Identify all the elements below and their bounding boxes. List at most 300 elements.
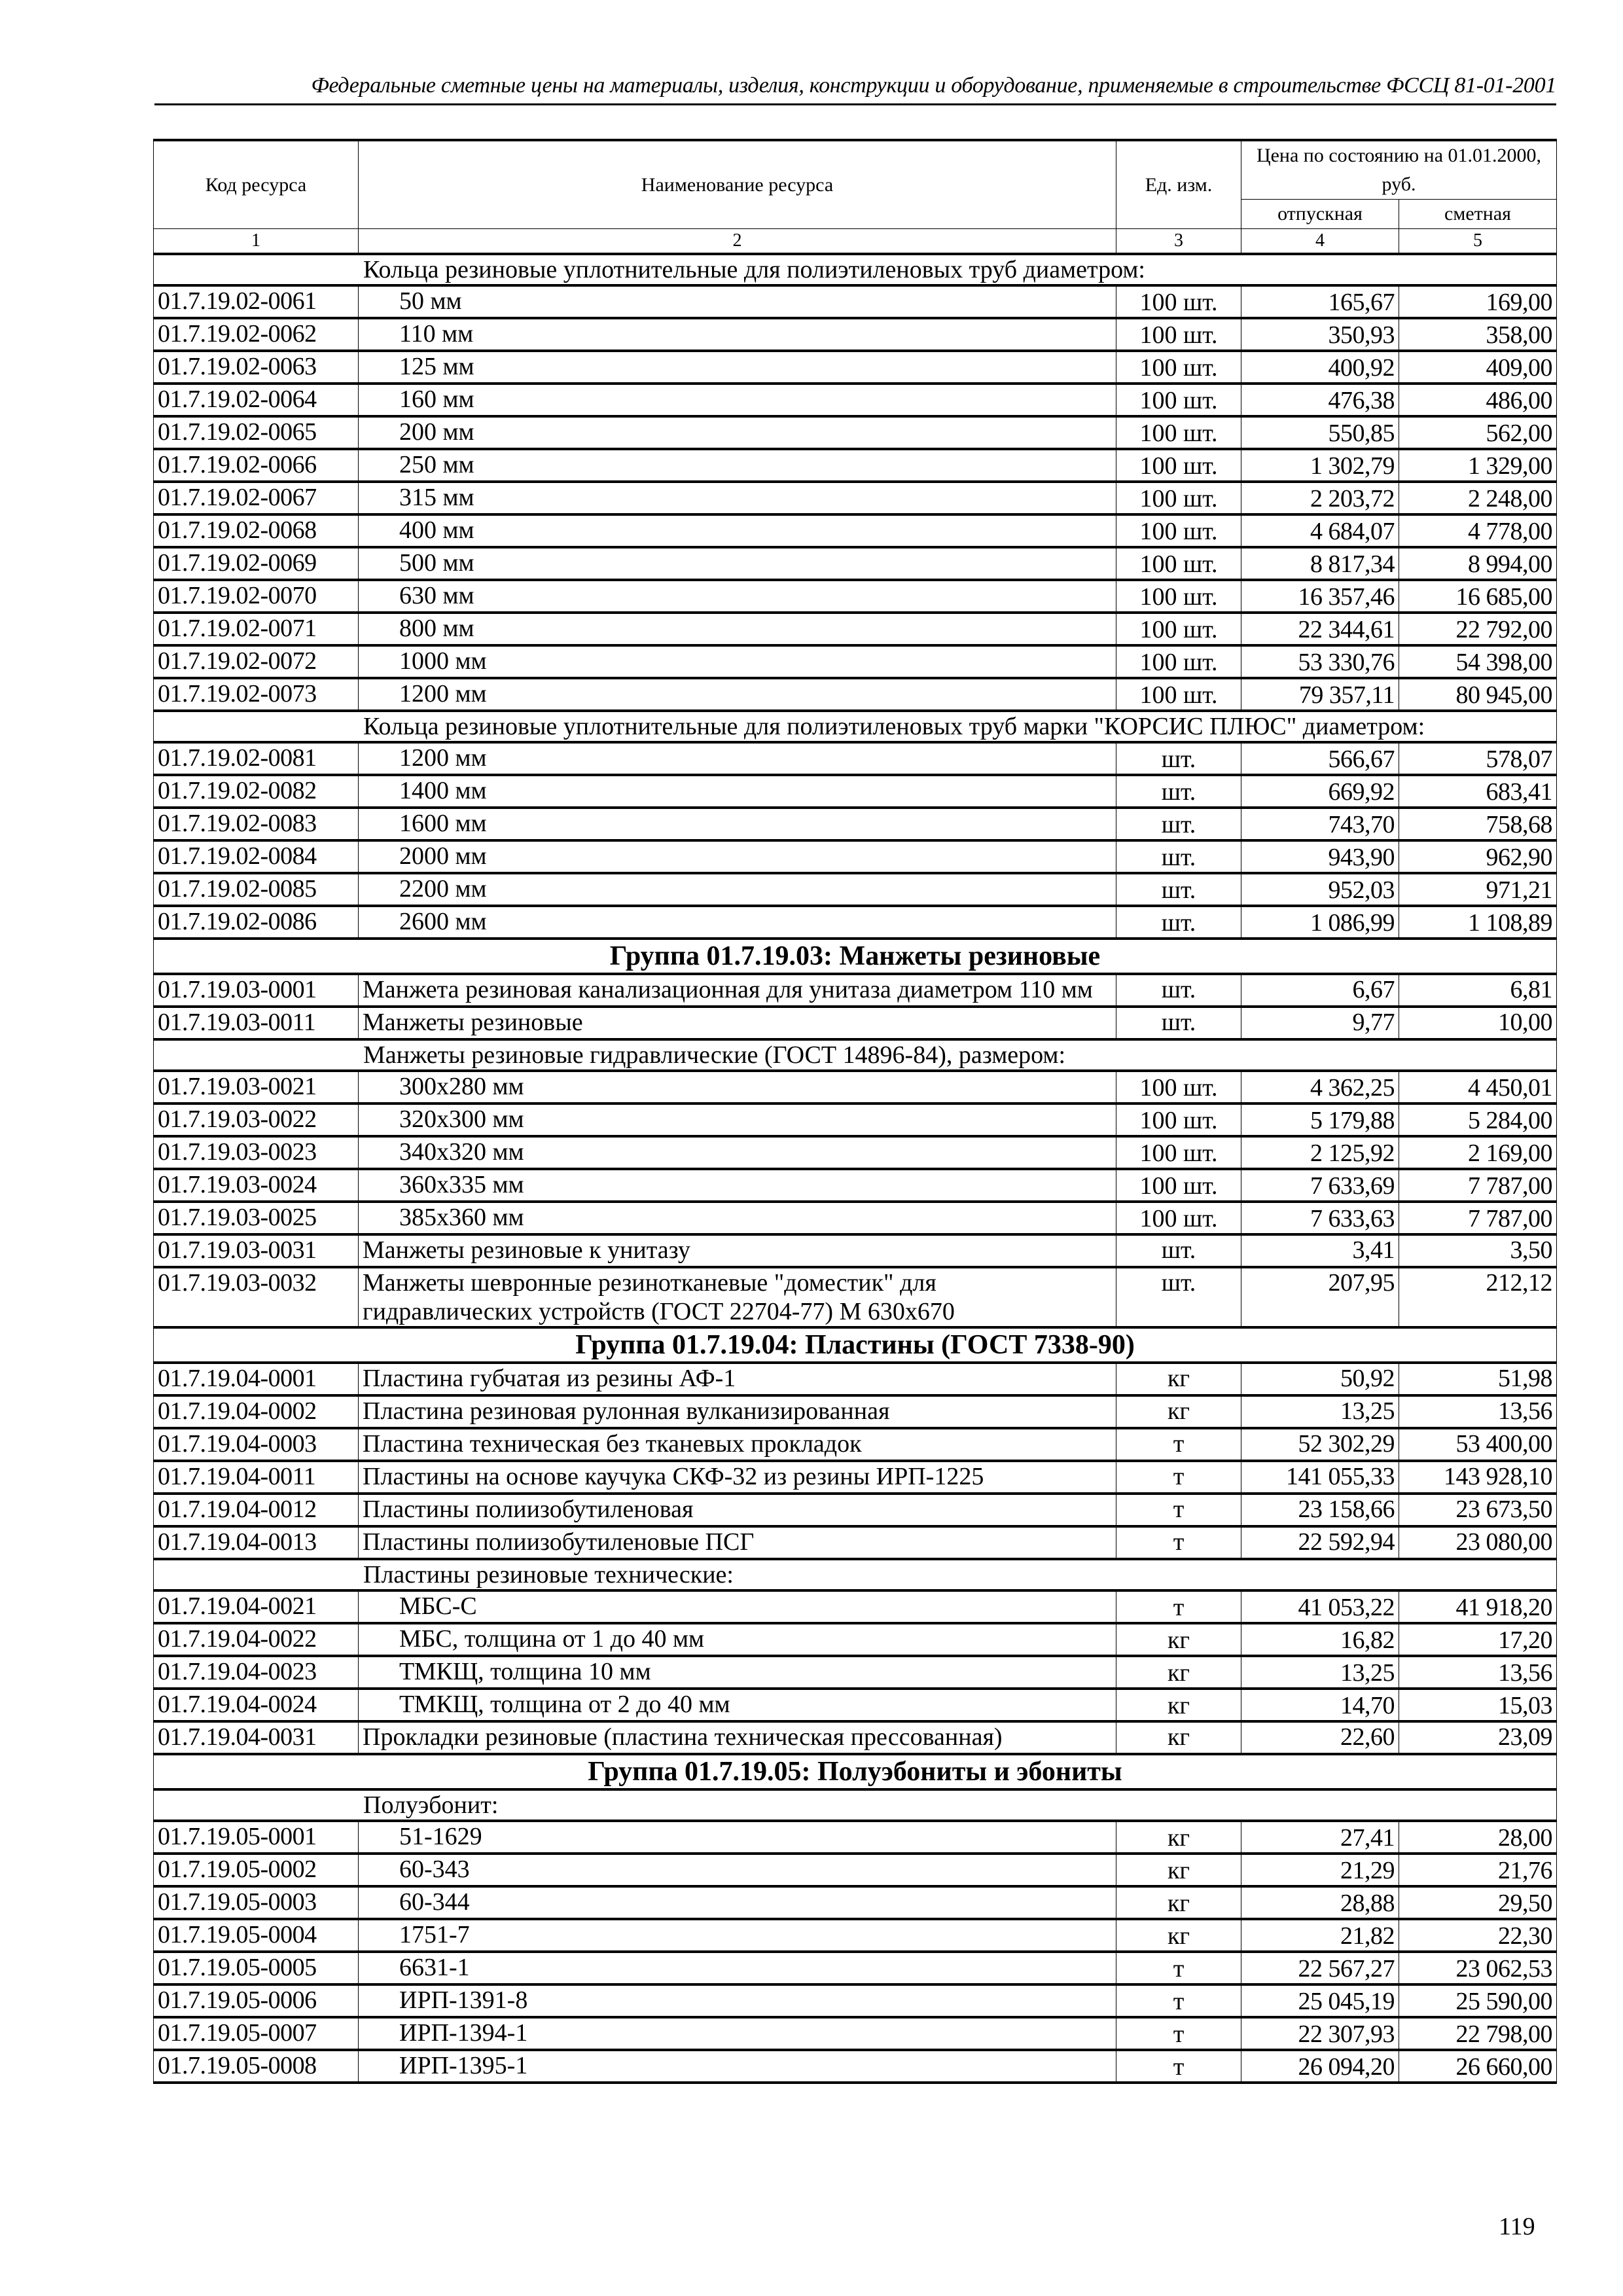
- resource-name: Пластины полиизобутиленовая: [359, 1494, 1116, 1526]
- header-price-estimate: сметная: [1399, 200, 1557, 229]
- unit-of-measure: 100 шт.: [1116, 1202, 1241, 1234]
- estimate-price: 8 994,00: [1399, 547, 1557, 580]
- resource-code: 01.7.19.03-0032: [154, 1267, 359, 1327]
- estimate-price: 22 792,00: [1399, 613, 1557, 645]
- table-row: [154, 416, 1557, 449]
- estimate-price: 7 787,00: [1399, 1202, 1557, 1234]
- release-price: 26 094,20: [1241, 2050, 1399, 2083]
- unit-of-measure: 100 шт.: [1116, 1103, 1241, 1136]
- unit-of-measure: т: [1116, 1984, 1241, 2017]
- resource-code: 01.7.19.04-0024: [154, 1689, 359, 1721]
- release-price: 28,88: [1241, 1886, 1399, 1919]
- estimate-price: 13,56: [1399, 1656, 1557, 1689]
- estimate-price: 1 329,00: [1399, 449, 1557, 482]
- unit-of-measure: кг: [1116, 1821, 1241, 1854]
- resource-code: 01.7.19.03-0011: [154, 1007, 359, 1039]
- release-price: 22 344,61: [1241, 613, 1399, 645]
- table-row: [154, 351, 1557, 384]
- estimate-price: 25 590,00: [1399, 1984, 1557, 2017]
- table-row: [154, 514, 1557, 547]
- resource-code: 01.7.19.05-0003: [154, 1886, 359, 1919]
- estimate-price: 21,76: [1399, 1854, 1557, 1886]
- resource-code: 01.7.19.03-0001: [154, 974, 359, 1007]
- subheading-row: [154, 254, 1557, 285]
- resource-name: 320х300 мм: [359, 1103, 1116, 1136]
- unit-of-measure: 100 шт.: [1116, 580, 1241, 613]
- table-row: [154, 1590, 1557, 1623]
- resource-name: 51-1629: [359, 1821, 1116, 1854]
- resource-code: 01.7.19.05-0007: [154, 2017, 359, 2050]
- release-price: 8 817,34: [1241, 547, 1399, 580]
- resource-code: 01.7.19.03-0024: [154, 1169, 359, 1202]
- resource-name: ИРП-1394-1: [359, 2017, 1116, 2050]
- estimate-price: 169,00: [1399, 285, 1557, 318]
- estimate-price: 17,20: [1399, 1623, 1557, 1656]
- resource-name: 6631-1: [359, 1952, 1116, 1984]
- table-row: [154, 449, 1557, 482]
- resource-name: ТМКЩ, толщина от 2 до 40 мм: [359, 1689, 1116, 1721]
- release-price: 27,41: [1241, 1821, 1399, 1854]
- estimate-price: 486,00: [1399, 384, 1557, 416]
- resource-code: 01.7.19.02-0071: [154, 613, 359, 645]
- estimate-price: 962,90: [1399, 840, 1557, 873]
- subheading: Пластины резиновые технические:: [154, 1559, 1557, 1590]
- table-row: [154, 1984, 1557, 2017]
- resource-code: 01.7.19.03-0022: [154, 1103, 359, 1136]
- table-row: [154, 742, 1557, 775]
- resource-name: 630 мм: [359, 580, 1116, 613]
- subheading: Кольца резиновые уплотнительные для полиэтиленовых труб диаметром:: [154, 254, 1557, 285]
- table-row: [154, 1461, 1557, 1494]
- table-row: [154, 1689, 1557, 1721]
- table-row: [154, 1656, 1557, 1689]
- release-price: 52 302,29: [1241, 1428, 1399, 1461]
- resource-code: 01.7.19.04-0002: [154, 1395, 359, 1428]
- resource-code: 01.7.19.02-0072: [154, 645, 359, 678]
- group-heading-row: [154, 939, 1557, 974]
- group-heading: Группа 01.7.19.04: Пластины (ГОСТ 7338-90): [154, 1327, 1557, 1363]
- resource-name: Прокладки резиновые (пластина техническая прессованная): [359, 1721, 1116, 1754]
- resource-name: ИРП-1391-8: [359, 1984, 1116, 2017]
- table-row: [154, 1952, 1557, 1984]
- header-price-group: Цена по состоянию на 01.01.2000, руб.: [1241, 140, 1557, 200]
- table-row: [154, 1494, 1557, 1526]
- release-price: 14,70: [1241, 1689, 1399, 1721]
- estimate-price: 10,00: [1399, 1007, 1557, 1039]
- release-price: 53 330,76: [1241, 645, 1399, 678]
- estimate-price: 562,00: [1399, 416, 1557, 449]
- resource-code: 01.7.19.05-0004: [154, 1919, 359, 1952]
- release-price: 22 592,94: [1241, 1526, 1399, 1559]
- table-row: [154, 1267, 1557, 1327]
- resource-name: 50 мм: [359, 285, 1116, 318]
- group-heading-row: [154, 1754, 1557, 1789]
- resource-code: 01.7.19.03-0023: [154, 1136, 359, 1169]
- resource-code: 01.7.19.04-0012: [154, 1494, 359, 1526]
- resource-code: 01.7.19.02-0069: [154, 547, 359, 580]
- unit-of-measure: 100 шт.: [1116, 1136, 1241, 1169]
- resource-name: 1000 мм: [359, 645, 1116, 678]
- unit-of-measure: кг: [1116, 1395, 1241, 1428]
- release-price: 4 684,07: [1241, 514, 1399, 547]
- resource-name: Манжеты шевронные резинотканевые "доместик" для гидравлических устройств (ГОСТ 22704-77) М 630х670: [359, 1267, 1116, 1327]
- resource-code: 01.7.19.04-0023: [154, 1656, 359, 1689]
- unit-of-measure: шт.: [1116, 1267, 1241, 1327]
- resource-code: 01.7.19.02-0082: [154, 775, 359, 808]
- unit-of-measure: шт.: [1116, 808, 1241, 840]
- release-price: 476,38: [1241, 384, 1399, 416]
- resource-name: 60-344: [359, 1886, 1116, 1919]
- release-price: 9,77: [1241, 1007, 1399, 1039]
- release-price: 23 158,66: [1241, 1494, 1399, 1526]
- table-body: [154, 254, 1557, 2083]
- release-price: 400,92: [1241, 351, 1399, 384]
- estimate-price: 26 660,00: [1399, 2050, 1557, 2083]
- estimate-price: 143 928,10: [1399, 1461, 1557, 1494]
- resource-name: 385х360 мм: [359, 1202, 1116, 1234]
- resource-name: 2000 мм: [359, 840, 1116, 873]
- resource-name: 1600 мм: [359, 808, 1116, 840]
- group-heading-row: [154, 1327, 1557, 1363]
- table-row: [154, 547, 1557, 580]
- subheading: Кольца резиновые уплотнительные для полиэтиленовых труб марки "КОРСИС ПЛЮС" диаметром:: [154, 711, 1557, 742]
- resource-code: 01.7.19.02-0062: [154, 318, 359, 351]
- release-price: 21,29: [1241, 1854, 1399, 1886]
- subheading-row: [154, 1789, 1557, 1821]
- table-row: [154, 873, 1557, 906]
- release-price: 22 567,27: [1241, 1952, 1399, 1984]
- release-price: 1 302,79: [1241, 449, 1399, 482]
- unit-of-measure: 100 шт.: [1116, 678, 1241, 711]
- group-heading: Группа 01.7.19.03: Манжеты резиновые: [154, 939, 1557, 974]
- release-price: 13,25: [1241, 1395, 1399, 1428]
- unit-of-measure: 100 шт.: [1116, 351, 1241, 384]
- unit-of-measure: шт.: [1116, 974, 1241, 1007]
- unit-of-measure: 100 шт.: [1116, 285, 1241, 318]
- group-heading: Группа 01.7.19.05: Полуэбониты и эбониты: [154, 1754, 1557, 1789]
- release-price: 669,92: [1241, 775, 1399, 808]
- release-price: 22,60: [1241, 1721, 1399, 1754]
- unit-of-measure: 100 шт.: [1116, 547, 1241, 580]
- unit-of-measure: кг: [1116, 1919, 1241, 1952]
- subheading-row: [154, 1039, 1557, 1071]
- table-row: [154, 285, 1557, 318]
- subheading-row: [154, 1559, 1557, 1590]
- resource-name: 200 мм: [359, 416, 1116, 449]
- resource-code: 01.7.19.02-0063: [154, 351, 359, 384]
- unit-of-measure: 100 шт.: [1116, 482, 1241, 514]
- estimate-price: 51,98: [1399, 1363, 1557, 1395]
- unit-of-measure: 100 шт.: [1116, 1169, 1241, 1202]
- resource-code: 01.7.19.02-0064: [154, 384, 359, 416]
- estimate-price: 23 673,50: [1399, 1494, 1557, 1526]
- resource-name: ИРП-1395-1: [359, 2050, 1116, 2083]
- estimate-price: 16 685,00: [1399, 580, 1557, 613]
- release-price: 22 307,93: [1241, 2017, 1399, 2050]
- estimate-price: 358,00: [1399, 318, 1557, 351]
- unit-of-measure: т: [1116, 2017, 1241, 2050]
- release-price: 50,92: [1241, 1363, 1399, 1395]
- release-price: 350,93: [1241, 318, 1399, 351]
- release-price: 21,82: [1241, 1919, 1399, 1952]
- resource-name: 60-343: [359, 1854, 1116, 1886]
- table-row: [154, 1071, 1557, 1103]
- subheading: Полуэбонит:: [154, 1789, 1557, 1821]
- release-price: 13,25: [1241, 1656, 1399, 1689]
- resource-code: 01.7.19.05-0001: [154, 1821, 359, 1854]
- table-row: [154, 1363, 1557, 1395]
- resource-code: 01.7.19.02-0083: [154, 808, 359, 840]
- table-row: [154, 678, 1557, 711]
- estimate-price: 6,81: [1399, 974, 1557, 1007]
- release-price: 16 357,46: [1241, 580, 1399, 613]
- table-row: [154, 808, 1557, 840]
- estimate-price: 971,21: [1399, 873, 1557, 906]
- release-price: 5 179,88: [1241, 1103, 1399, 1136]
- resource-name: 2600 мм: [359, 906, 1116, 939]
- resource-code: 01.7.19.02-0086: [154, 906, 359, 939]
- unit-of-measure: шт.: [1116, 1007, 1241, 1039]
- resource-code: 01.7.19.04-0001: [154, 1363, 359, 1395]
- resource-code: 01.7.19.05-0002: [154, 1854, 359, 1886]
- resource-name: 300х280 мм: [359, 1071, 1116, 1103]
- estimate-price: 683,41: [1399, 775, 1557, 808]
- estimate-price: 1 108,89: [1399, 906, 1557, 939]
- resource-code: 01.7.19.02-0084: [154, 840, 359, 873]
- column-numbers-row: [154, 229, 1557, 255]
- resource-name: 160 мм: [359, 384, 1116, 416]
- release-price: 16,82: [1241, 1623, 1399, 1656]
- release-price: 743,70: [1241, 808, 1399, 840]
- unit-of-measure: 100 шт.: [1116, 384, 1241, 416]
- unit-of-measure: 100 шт.: [1116, 416, 1241, 449]
- release-price: 2 203,72: [1241, 482, 1399, 514]
- unit-of-measure: шт.: [1116, 906, 1241, 939]
- release-price: 566,67: [1241, 742, 1399, 775]
- unit-of-measure: т: [1116, 1494, 1241, 1526]
- release-price: 41 053,22: [1241, 1590, 1399, 1623]
- estimate-price: 4 778,00: [1399, 514, 1557, 547]
- estimate-price: 5 284,00: [1399, 1103, 1557, 1136]
- release-price: 1 086,99: [1241, 906, 1399, 939]
- resource-name: Пластина техническая без тканевых прокладок: [359, 1428, 1116, 1461]
- resource-name: 2200 мм: [359, 873, 1116, 906]
- header-unit: Ед. изм.: [1116, 140, 1241, 229]
- unit-of-measure: кг: [1116, 1623, 1241, 1656]
- header-name: Наименование ресурса: [359, 140, 1116, 229]
- resource-code: 01.7.19.05-0005: [154, 1952, 359, 1984]
- unit-of-measure: 100 шт.: [1116, 318, 1241, 351]
- estimate-price: 2 169,00: [1399, 1136, 1557, 1169]
- estimate-price: 80 945,00: [1399, 678, 1557, 711]
- resource-name: 315 мм: [359, 482, 1116, 514]
- resource-name: ТМКЩ, толщина 10 мм: [359, 1656, 1116, 1689]
- table-row: [154, 906, 1557, 939]
- table-row: [154, 2017, 1557, 2050]
- unit-of-measure: шт.: [1116, 873, 1241, 906]
- page-number: 119: [1499, 2213, 1535, 2240]
- estimate-price: 54 398,00: [1399, 645, 1557, 678]
- resource-code: 01.7.19.04-0003: [154, 1428, 359, 1461]
- resource-name: Пластина резиновая рулонная вулканизированная: [359, 1395, 1116, 1428]
- table-row: [154, 2050, 1557, 2083]
- resource-name: 110 мм: [359, 318, 1116, 351]
- column-number: 1: [154, 229, 359, 255]
- resource-code: 01.7.19.03-0031: [154, 1234, 359, 1267]
- resource-name: Манжеты резиновые к унитазу: [359, 1234, 1116, 1267]
- release-price: 79 357,11: [1241, 678, 1399, 711]
- unit-of-measure: кг: [1116, 1363, 1241, 1395]
- resource-code: 01.7.19.03-0025: [154, 1202, 359, 1234]
- table-row: [154, 1721, 1557, 1754]
- resource-name: 1400 мм: [359, 775, 1116, 808]
- table-row: [154, 384, 1557, 416]
- resource-name: Пластины полиизобутиленовые ПСГ: [359, 1526, 1116, 1559]
- table-row: [154, 1919, 1557, 1952]
- unit-of-measure: кг: [1116, 1689, 1241, 1721]
- table-row: [154, 1526, 1557, 1559]
- resource-code: 01.7.19.05-0008: [154, 2050, 359, 2083]
- table-row: [154, 1428, 1557, 1461]
- estimate-price: 23 080,00: [1399, 1526, 1557, 1559]
- estimate-price: 7 787,00: [1399, 1169, 1557, 1202]
- unit-of-measure: 100 шт.: [1116, 514, 1241, 547]
- unit-of-measure: шт.: [1116, 840, 1241, 873]
- unit-of-measure: кг: [1116, 1886, 1241, 1919]
- resource-name: 400 мм: [359, 514, 1116, 547]
- estimate-price: 212,12: [1399, 1267, 1557, 1327]
- resource-name: 360х335 мм: [359, 1169, 1116, 1202]
- resource-code: 01.7.19.02-0065: [154, 416, 359, 449]
- resource-name: 800 мм: [359, 613, 1116, 645]
- resource-name: МБС, толщина от 1 до 40 мм: [359, 1623, 1116, 1656]
- resource-name: 1200 мм: [359, 742, 1116, 775]
- unit-of-measure: 100 шт.: [1116, 645, 1241, 678]
- release-price: 550,85: [1241, 416, 1399, 449]
- resource-name: Пластины на основе каучука СКФ-32 из резины ИРП-1225: [359, 1461, 1116, 1494]
- release-price: 141 055,33: [1241, 1461, 1399, 1494]
- estimate-price: 22,30: [1399, 1919, 1557, 1952]
- resource-code: 01.7.19.04-0031: [154, 1721, 359, 1754]
- resource-code: 01.7.19.02-0066: [154, 449, 359, 482]
- resource-code: 01.7.19.02-0061: [154, 285, 359, 318]
- estimate-price: 28,00: [1399, 1821, 1557, 1854]
- unit-of-measure: т: [1116, 1526, 1241, 1559]
- release-price: 7 633,69: [1241, 1169, 1399, 1202]
- unit-of-measure: шт.: [1116, 1234, 1241, 1267]
- subheading: Манжеты резиновые гидравлические (ГОСТ 14896-84), размером:: [154, 1039, 1557, 1071]
- resource-name: Манжеты резиновые: [359, 1007, 1116, 1039]
- unit-of-measure: т: [1116, 1952, 1241, 1984]
- unit-of-measure: 100 шт.: [1116, 1071, 1241, 1103]
- table-row: [154, 580, 1557, 613]
- unit-of-measure: т: [1116, 2050, 1241, 2083]
- resource-name: 1200 мм: [359, 678, 1116, 711]
- column-number: 5: [1399, 229, 1557, 255]
- table-row: [154, 318, 1557, 351]
- estimate-price: 23 062,53: [1399, 1952, 1557, 1984]
- table-row: [154, 1886, 1557, 1919]
- table-row: [154, 775, 1557, 808]
- table-row: [154, 613, 1557, 645]
- unit-of-measure: кг: [1116, 1721, 1241, 1754]
- table-row: [154, 1136, 1557, 1169]
- resource-code: 01.7.19.02-0067: [154, 482, 359, 514]
- release-price: 6,67: [1241, 974, 1399, 1007]
- release-price: 3,41: [1241, 1234, 1399, 1267]
- resource-code: 01.7.19.04-0021: [154, 1590, 359, 1623]
- resource-name: 340х320 мм: [359, 1136, 1116, 1169]
- estimate-price: 4 450,01: [1399, 1071, 1557, 1103]
- table-row: [154, 1821, 1557, 1854]
- resource-code: 01.7.19.02-0081: [154, 742, 359, 775]
- unit-of-measure: т: [1116, 1461, 1241, 1494]
- resource-name: 500 мм: [359, 547, 1116, 580]
- resource-code: 01.7.19.04-0022: [154, 1623, 359, 1656]
- estimate-price: 22 798,00: [1399, 2017, 1557, 2050]
- estimate-price: 578,07: [1399, 742, 1557, 775]
- table-row: [154, 1623, 1557, 1656]
- resource-code: 01.7.19.02-0068: [154, 514, 359, 547]
- resource-code: 01.7.19.02-0070: [154, 580, 359, 613]
- unit-of-measure: 100 шт.: [1116, 613, 1241, 645]
- estimate-price: 758,68: [1399, 808, 1557, 840]
- table-row: [154, 1202, 1557, 1234]
- estimate-price: 41 918,20: [1399, 1590, 1557, 1623]
- resource-name: Манжета резиновая канализационная для унитаза диаметром 110 мм: [359, 974, 1116, 1007]
- column-number: 4: [1241, 229, 1399, 255]
- price-table: [153, 139, 1557, 2084]
- estimate-price: 13,56: [1399, 1395, 1557, 1428]
- table-row: [154, 1854, 1557, 1886]
- unit-of-measure: т: [1116, 1428, 1241, 1461]
- unit-of-measure: шт.: [1116, 742, 1241, 775]
- resource-name: 1751-7: [359, 1919, 1116, 1952]
- table-row: [154, 1007, 1557, 1039]
- estimate-price: 409,00: [1399, 351, 1557, 384]
- release-price: 2 125,92: [1241, 1136, 1399, 1169]
- unit-of-measure: шт.: [1116, 775, 1241, 808]
- unit-of-measure: т: [1116, 1590, 1241, 1623]
- subheading-row: [154, 711, 1557, 742]
- table-row: [154, 840, 1557, 873]
- column-number: 2: [359, 229, 1116, 255]
- release-price: 943,90: [1241, 840, 1399, 873]
- estimate-price: 29,50: [1399, 1886, 1557, 1919]
- estimate-price: 2 248,00: [1399, 482, 1557, 514]
- unit-of-measure: кг: [1116, 1656, 1241, 1689]
- estimate-price: 23,09: [1399, 1721, 1557, 1754]
- resource-name: МБС-С: [359, 1590, 1116, 1623]
- resource-name: 250 мм: [359, 449, 1116, 482]
- unit-of-measure: 100 шт.: [1116, 449, 1241, 482]
- resource-code: 01.7.19.02-0073: [154, 678, 359, 711]
- unit-of-measure: кг: [1116, 1854, 1241, 1886]
- resource-code: 01.7.19.04-0013: [154, 1526, 359, 1559]
- header-price-release: отпускная: [1241, 200, 1399, 229]
- release-price: 165,67: [1241, 285, 1399, 318]
- table-row: [154, 645, 1557, 678]
- release-price: 25 045,19: [1241, 1984, 1399, 2017]
- header-code: Код ресурса: [154, 140, 359, 229]
- resource-name: 125 мм: [359, 351, 1116, 384]
- release-price: 4 362,25: [1241, 1071, 1399, 1103]
- table-row: [154, 482, 1557, 514]
- resource-code: 01.7.19.04-0011: [154, 1461, 359, 1494]
- release-price: 952,03: [1241, 873, 1399, 906]
- running-header: Федеральные сметные цены на материалы, изделия, конструкции и оборудование, применяемые в строительстве ФССЦ 81-01-2001: [154, 73, 1556, 105]
- table-row: [154, 1103, 1557, 1136]
